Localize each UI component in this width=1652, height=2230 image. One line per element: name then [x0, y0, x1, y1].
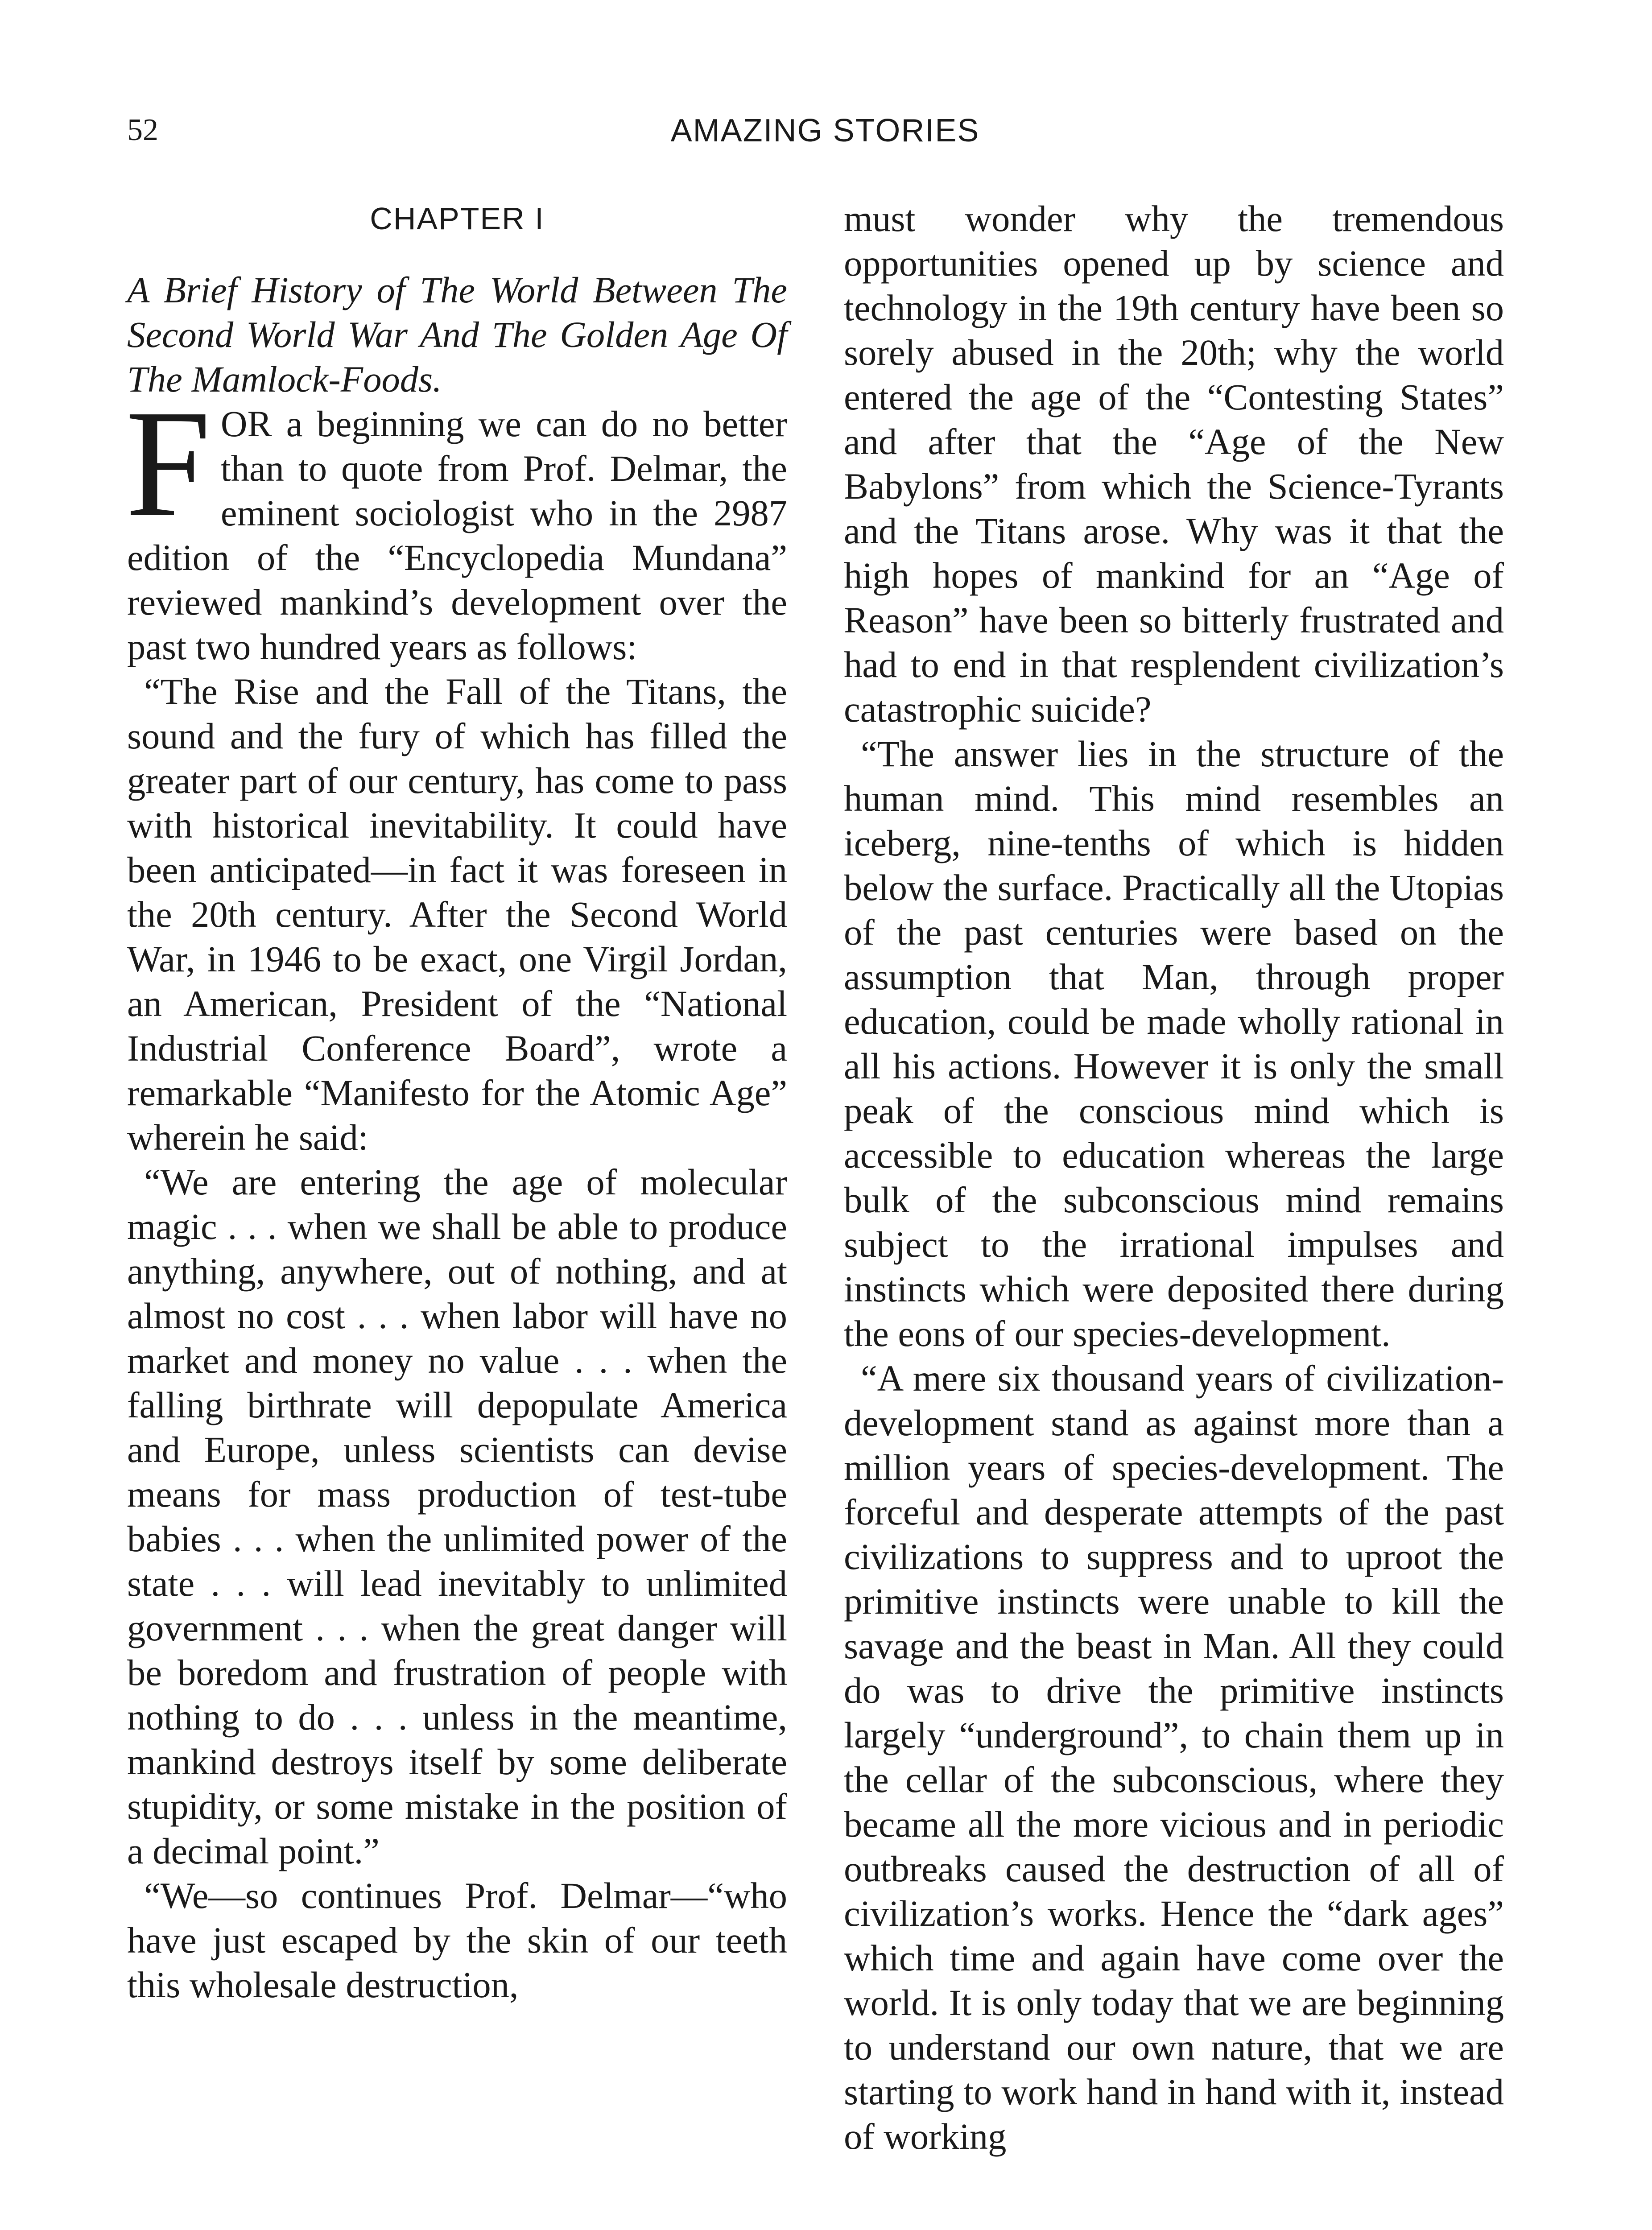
- paragraph-titans: “The Rise and the Fall of the Titans, the sound and the fury of which has filled the greater part of our century, has come to pass with historical inevitability. It could have been anticipated—in fact it was foreseen in the 20th century. After the Second World War, in 1946 to be exact, one Virgil Jordan, an American, President of the “National Industrial Conference Board”, wrote a remarkable “Manifesto for the Atomic Age” wherein he said:: [127, 671, 787, 1158]
- drop-cap: F: [125, 378, 211, 549]
- paragraph-human-mind: “The answer lies in the structure of the human mind. This mind resembles an iceberg, nine-tenths of which is hidden below the surface. Practically all the Utopias of the past centuries were based on the assumption that Man, through proper education, could be made wholly rational in all his actions. However it is only the small peak of the conscious mind which is accessible to education whereas the large bulk of the subconscious mind remains subject to the irrational impulses and instincts which were deposited there during the eons of our species-development.: [844, 733, 1504, 1354]
- opening-paragraph: [125, 378, 787, 669]
- chapter-subtitle: A Brief History of The World Between The Second World War And The Golden Age Of The Mamlock-Foods.: [127, 269, 787, 400]
- running-title: AMAZING STORIES: [670, 113, 980, 149]
- paragraph-manifesto-quote: “We are entering the age of molecular magic . . . when we shall be able to produce anything, anywhere, out of nothing, and at almost no cost . . . when labor will have no market and money no value . . . when the falling birthrate will depopulate America and Europe, unless scientists can devise means for mass production of test-tube babies . . . when the unlimited power of the state . . . will lead inevitably to unlimited government . . . when the great danger will be boredom and frustration of people with nothing to do . . . unless in the meantime, mankind destroys itself by some deliberate stupidity, or some mistake in the position of a decimal point.”: [127, 1161, 787, 1871]
- chapter-heading: CHAPTER I: [370, 201, 545, 236]
- paragraph-continued: must wonder why the tremendous opportunities opened up by science and technology in the 19th century have been so sorely abused in the 20th; why the world entered the age of the “Contesting States” and after that the “Age of the New Babylons” from which the Science-Tyrants and the Titans arose. Why was it that the high hopes of mankind for an “Age of Reason” have been so bitterly frustrated and had to end in that resplendent civilization’s catastrophic suicide?: [844, 198, 1504, 730]
- paragraph-civilization: “A mere six thousand years of civilization-development stand as against more than a million years of species-development. The forceful and desperate attempts of the past civilizations to suppress and to uproot the primitive instincts were unable to kill the savage and the beast in Man. All they could do was to drive the primitive instincts largely “underground”, to chain them up in the cellar of the subconscious, where they became all the more vicious and in periodic outbreaks caused the destruction of all of civilization’s works. Hence the “dark ages” which time and again have come over the world. It is only today that we are beginning to understand our own nature, that we are starting to work hand in hand with it, instead of working: [844, 1358, 1504, 2157]
- paragraph-delmar-continues: “We—so continues Prof. Delmar—“who have just escaped by the skin of our teeth this wholesale destruction,: [127, 1875, 787, 2005]
- page-number: 52: [127, 113, 158, 147]
- right-column: [844, 196, 1504, 2159]
- left-column: [127, 196, 787, 2007]
- opening-paragraph-text: OR a beginning we can do no better than to quote from Prof. Delmar, the eminent sociologist who in the 2987 edition of the “Encyclopedia Mundana” reviewed mankind’s development over the past two hundred years as follows:: [127, 403, 787, 667]
